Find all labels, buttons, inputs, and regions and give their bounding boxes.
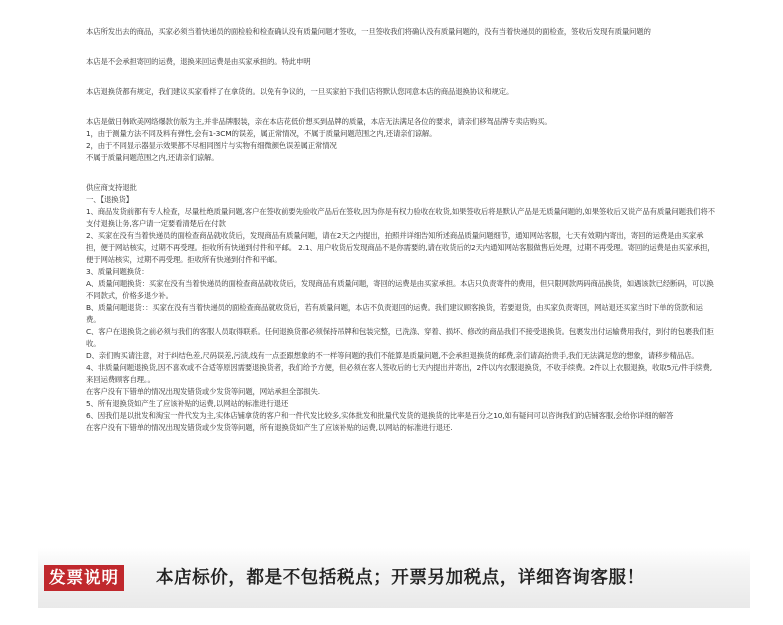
policy-paragraph: 本店所发出去的商品，买家必须当着快递员的面检验和检查确认没有质量问题才签收，一旦签收我们将确认没有质量问题的，没有当着快递员的面检查，签收后发现有质量问题的	[86, 27, 651, 36]
policy-paragraph: 4、非质量问题退换货,因不喜欢或不合适等原因需要退换货者，我们给予方便，但必须在客人签收后的七天内提出并寄出，2件以内衣服退换货，不收手续费。2件以上衣服退换，收取5元/件手续费,来回运费顾客自理。。	[86, 363, 712, 384]
policy-paragraph: 1，由于测量方法不同及料有弹性,会有1-3CM的误差，属正常情况，不属于质量问题范围之内,还请亲们谅解。	[86, 129, 437, 138]
policy-paragraph: 本店退换货都有规定，我们建议买家看样了在拿货的。以免有争议的，一旦买家拍下我们店将默认您同意本店的商品退换协议和规定。	[86, 87, 514, 96]
policy-paragraph: 3、质量问题换货：	[86, 267, 149, 276]
paragraph-spacer	[86, 38, 716, 56]
policy-paragraph: 2、买家在没有当着快递员的面检查商品就收货后，发现商品有质量问题，请在2天之内提出，拍照并详细告知所述商品质量问题细节，通知网站客服，七天有效期内寄出，寄回的运费是由买家承担，便于网站核实，过期不再受理。拒收所有快递到付件和平邮。 2.1、用户收货后发现商品不是你需要的,请在收货后的2天内通知网站客服做售后处理，过期不再受理。寄回的运费是由买家承担，便于网站核实，过期不再受理。拒收所有快递到付件和平邮。	[86, 231, 715, 264]
policy-paragraph: 供应商支持退批	[86, 183, 137, 192]
paragraph-spacer	[86, 68, 716, 86]
policy-paragraph: 不属于质量问题范围之内,还请亲们谅解。	[86, 153, 219, 162]
paragraph-spacer	[86, 98, 716, 116]
policy-document	[86, 26, 716, 434]
invoice-banner	[38, 548, 750, 608]
policy-paragraph: D、亲们购买请注意，对于纠结色差,尺码误差,污渍,线有一点歪跟想象的不一样等问题的我们不能算是质量问题,不会承担退换货的邮费,亲们请高抬贵手,我们无法满足您的想象，请移步精品店。	[86, 351, 699, 360]
policy-paragraph: 本店是做日韩欧美网络爆款仿版为主,并非品牌服装，亲在本店花低价想买到品牌的质量，本店无法满足各位的要求，请亲们移驾品牌专卖店购买。	[86, 117, 552, 126]
policy-paragraph: 1、商品发货前都有专人检查，尽量杜绝质量问题,客户在签收前要先验收产品后在签收,因为你是有权力验收在收货,如果签收后将是默认产品是无质量问题的,如果签收后又说产品有质量问题我们将不支付退换让务,客户请一定要看清楚后在付款	[86, 207, 715, 228]
policy-paragraph: C、客户在退换货之前必须与我们的客服人员取得联系。任何退换货都必须保持吊牌和包装完整，已洗涤、穿着、损坏、修改的商品我们不接受退换货。包裹发出付运输费用我付，到付的包裹我们拒收。	[86, 327, 714, 348]
invoice-notice: 本店标价，都是不包括税点；开票另加税点，详细咨询客服！	[156, 568, 645, 588]
paragraph-spacer	[86, 164, 716, 182]
policy-paragraph: 在客户没有下错单的情况出现发错货或少发货等问题，网站承担全部损失.	[86, 387, 320, 396]
invoice-badge: 发票说明	[44, 565, 124, 591]
policy-paragraph: 5、所有退换货如产生了应该补贴的运费,以网站的标准进行退还	[86, 399, 289, 408]
policy-paragraph: A、质量问题换货：买家在没有当着快递员的面检查商品就收货后，发现商品有质量问题，寄回的运费是由买家承担。本店只负责寄件的费用，但只限网款两码商品换货，如遇该款已经断码，可以换不同款式，价格多退少补。	[86, 279, 714, 300]
policy-paragraph: B、质量问题退货：：买家在没有当着快递员的面检查商品就收货后，若有质量问题，本店不负责退回的运费。我们建议顾客换货，若要退货，由买家负责寄回，网站退还买家当时下单的货款和运费。	[86, 303, 703, 324]
policy-paragraph: 在客户没有下错单的情况出现发错货或少发货等问题，所有退换货如产生了应该补贴的运费,以网站的标准进行退还.	[86, 423, 453, 432]
policy-paragraph: 本店是不会承担寄回的运费，退换来回运费是由买家承担的。特此申明	[86, 57, 311, 66]
policy-paragraph: 6、因我们是以批发和淘宝一件代发为主,实体店铺拿货的客户和一件代发比较多,实体批发和批量代发货的退换货的比率是百分之10,如有疑问可以咨询我们的店铺客服,会给你详细的解答	[86, 411, 674, 420]
policy-paragraph: 2，由于不同显示器显示效果都不尽相同图片与实物有细微颜色误差属正常情况	[86, 141, 337, 150]
policy-paragraph: 一、【退换货】	[86, 195, 133, 204]
